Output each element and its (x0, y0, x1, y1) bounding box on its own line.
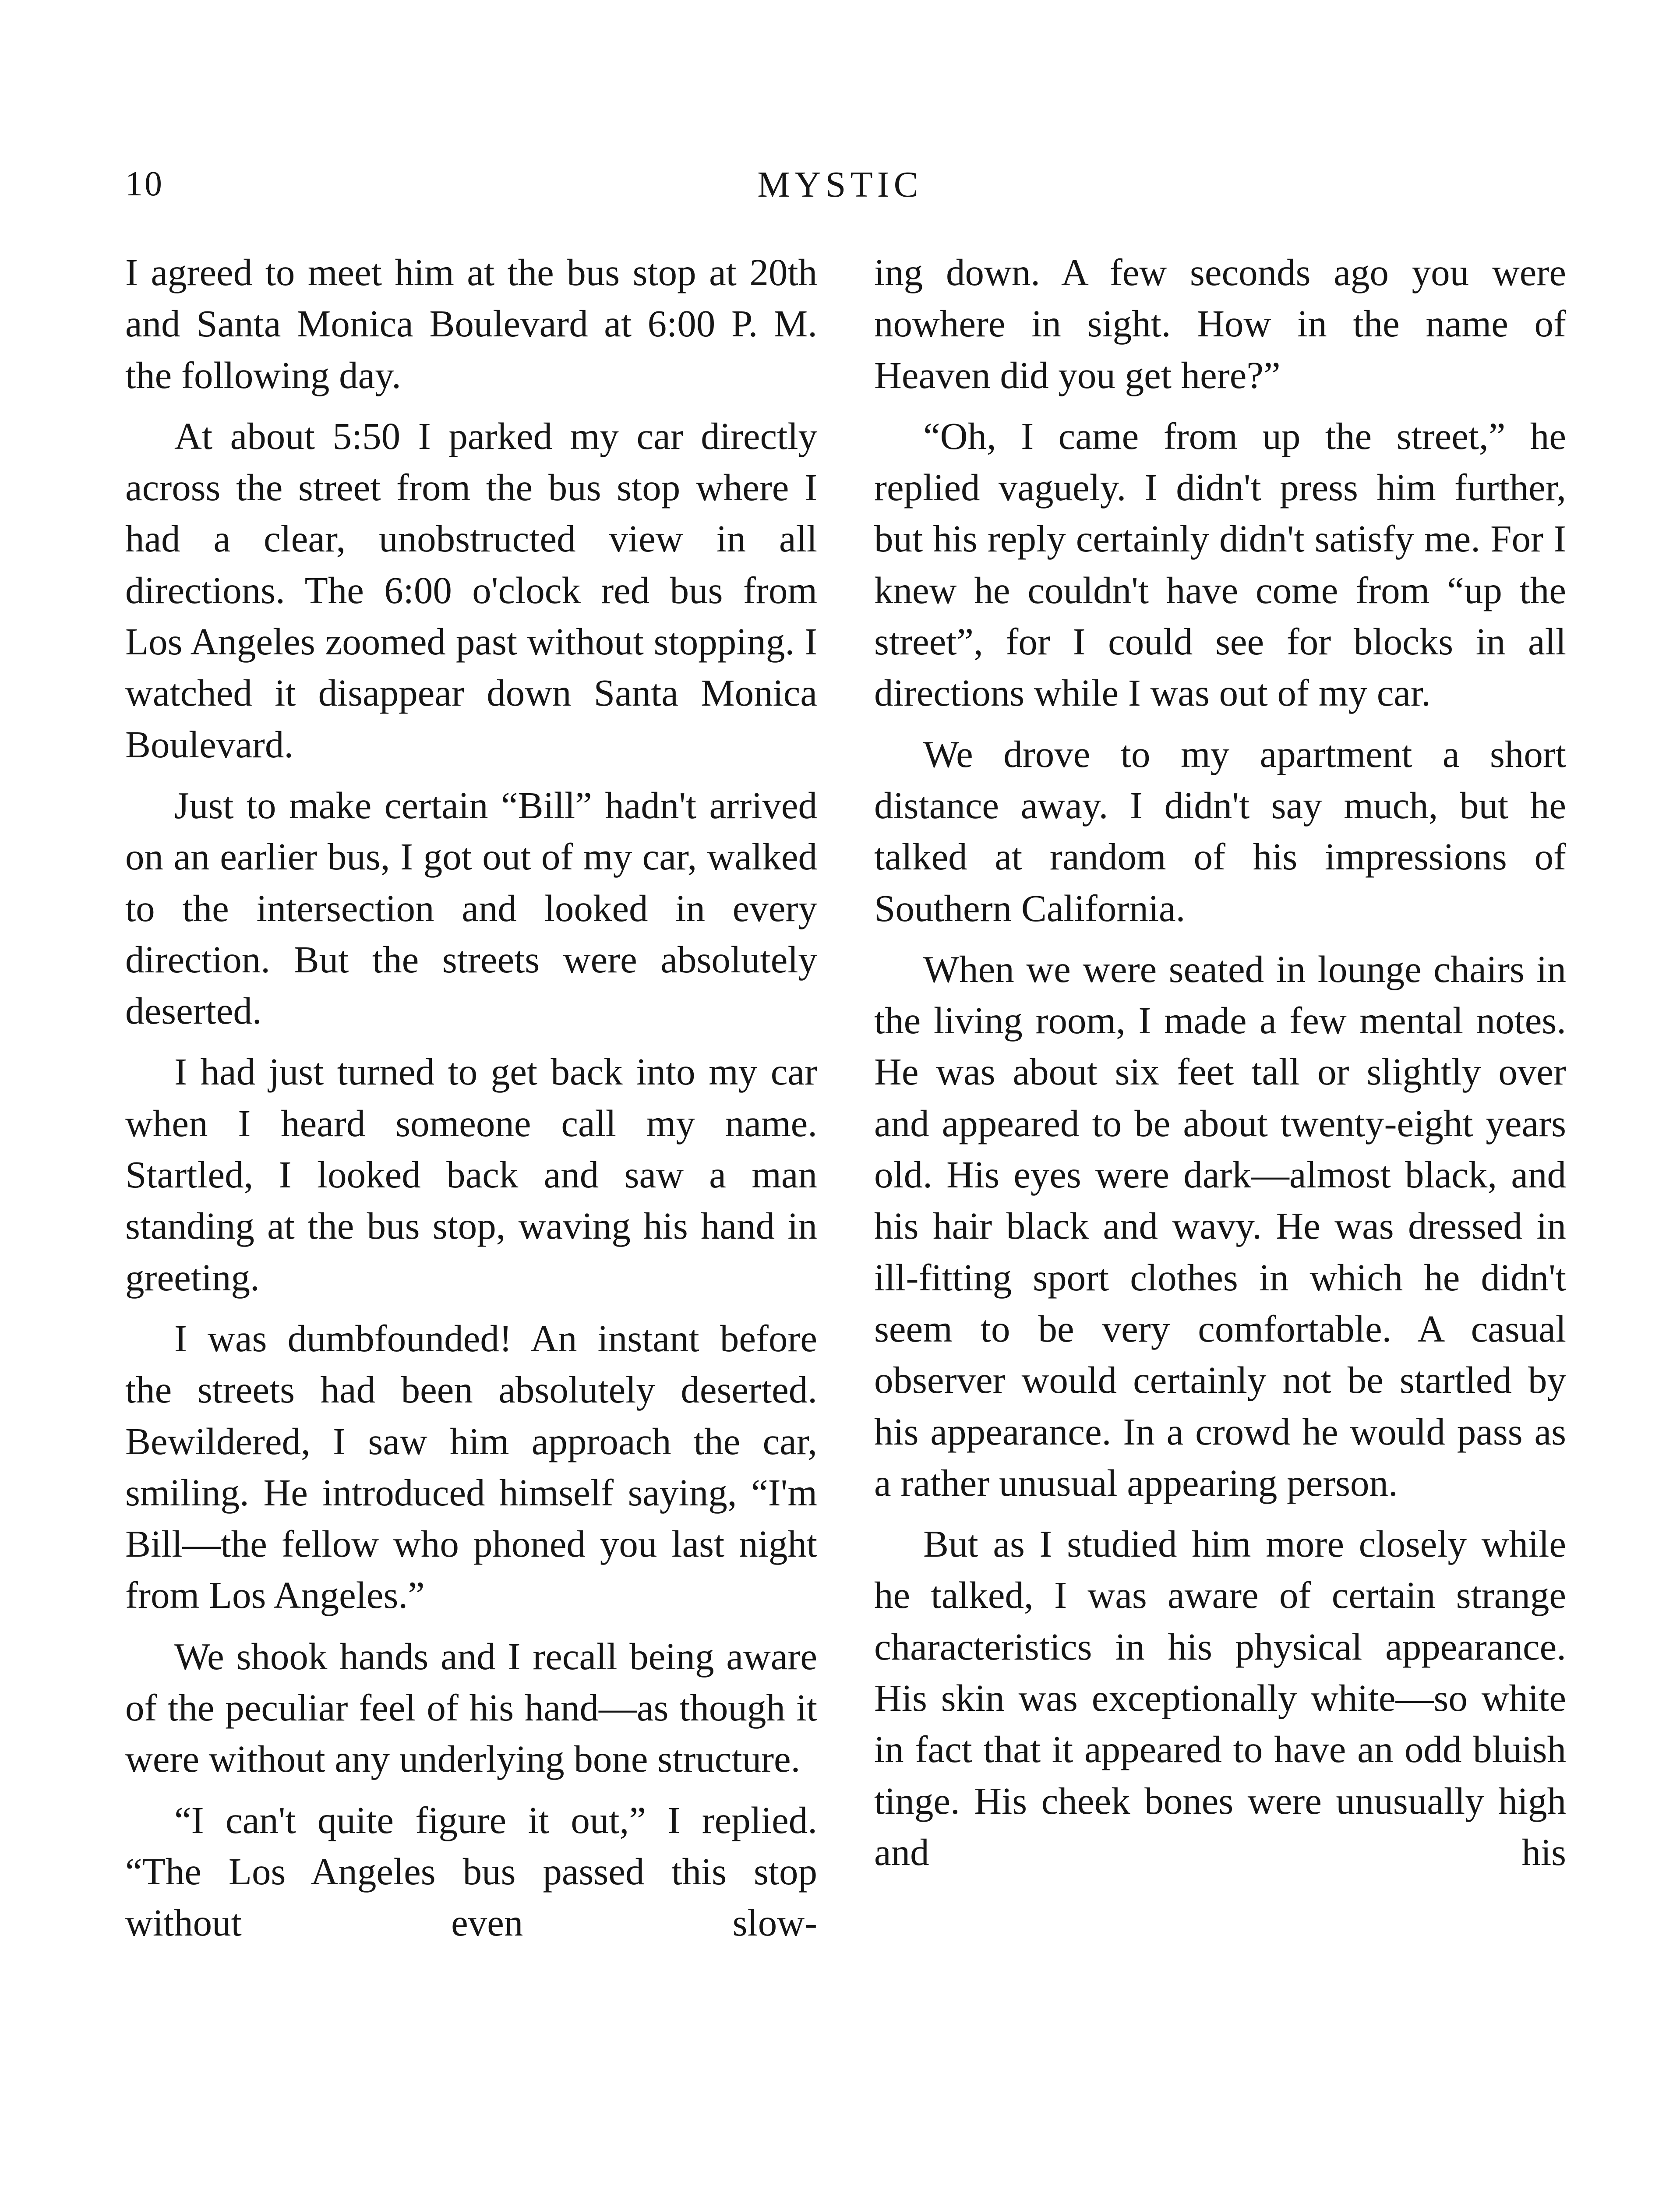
running-head: MYSTIC (757, 164, 923, 205)
right-column (874, 247, 1566, 1878)
paragraph: Just to make certain “Bill” hadn't arrived on an earlier bus, I got out of my car, walked to the intersection and looked in every direction. But the streets were absolutely deserted. (125, 784, 817, 1032)
paragraph: ing down. A few seconds ago you were nowhere in sight. How in the name of Heaven did you get here?” (874, 251, 1566, 396)
paragraph: At about 5:50 I parked my car directly across the street from the bus stop where I had a clear, unobstructed view in all directions. The 6:00 o'clock red bus from Los Angeles zoomed past without stopping. I watched it disappear down Santa Monica Boulevard. (125, 414, 817, 766)
page-number: 10 (125, 165, 164, 203)
paragraph: I was dumbfounded! An instant before the streets had been absolutely deserted. Bewildered, I saw him approach the car, smiling. He introduced himself saying, “I'm Bill—the fellow who phoned you last night from Los Angeles.” (125, 1317, 817, 1617)
paragraph: We drove to my apartment a short distance away. I didn't say much, but he talked at random of his impressions of Southern California. (874, 732, 1566, 929)
paragraph: But as I studied him more closely while he talked, I was aware of certain strange characteristics in his physical appearance. His skin was exceptionally white—so white in fact that it appeared to have an odd bluish tinge. His cheek bones were unusually high and his (874, 1522, 1566, 1873)
paragraph: We shook hands and I recall being aware of the peculiar feel of his hand—as though it were without any underlying bone structure. (125, 1635, 817, 1780)
paragraph: I agreed to meet him at the bus stop at 20th and Santa Monica Boulevard at 6:00 P. M. the following day. (125, 251, 817, 396)
paragraph: “Oh, I came from up the street,” he replied vaguely. I didn't press him further, but his reply certainly didn't satisfy me. For I knew he couldn't have come from “up the street”, for I could see for blocks in all directions while I was out of my car. (874, 414, 1566, 714)
paragraph: I had just turned to get back into my car when I heard someone call my name. Startled, I looked back and saw a man standing at the bus stop, waving his hand in greeting. (125, 1050, 817, 1299)
paragraph: “I can't quite figure it out,” I replied. “The Los Angeles bus passed this stop without even slow- (125, 1798, 817, 1944)
paragraph: When we were seated in lounge chairs in the living room, I made a few mental notes. He was about six feet tall or slightly over and appeared to be about twenty-eight years old. His eyes were dark—almost black, and his hair black and wavy. He was dressed in ill-fitting sport clothes in which he didn't seem to be very comfortable. A casual observer would certainly not be startled by his appearance. In a crowd he would pass as a rather unusual appearing person. (874, 947, 1566, 1504)
left-column (125, 247, 817, 1949)
